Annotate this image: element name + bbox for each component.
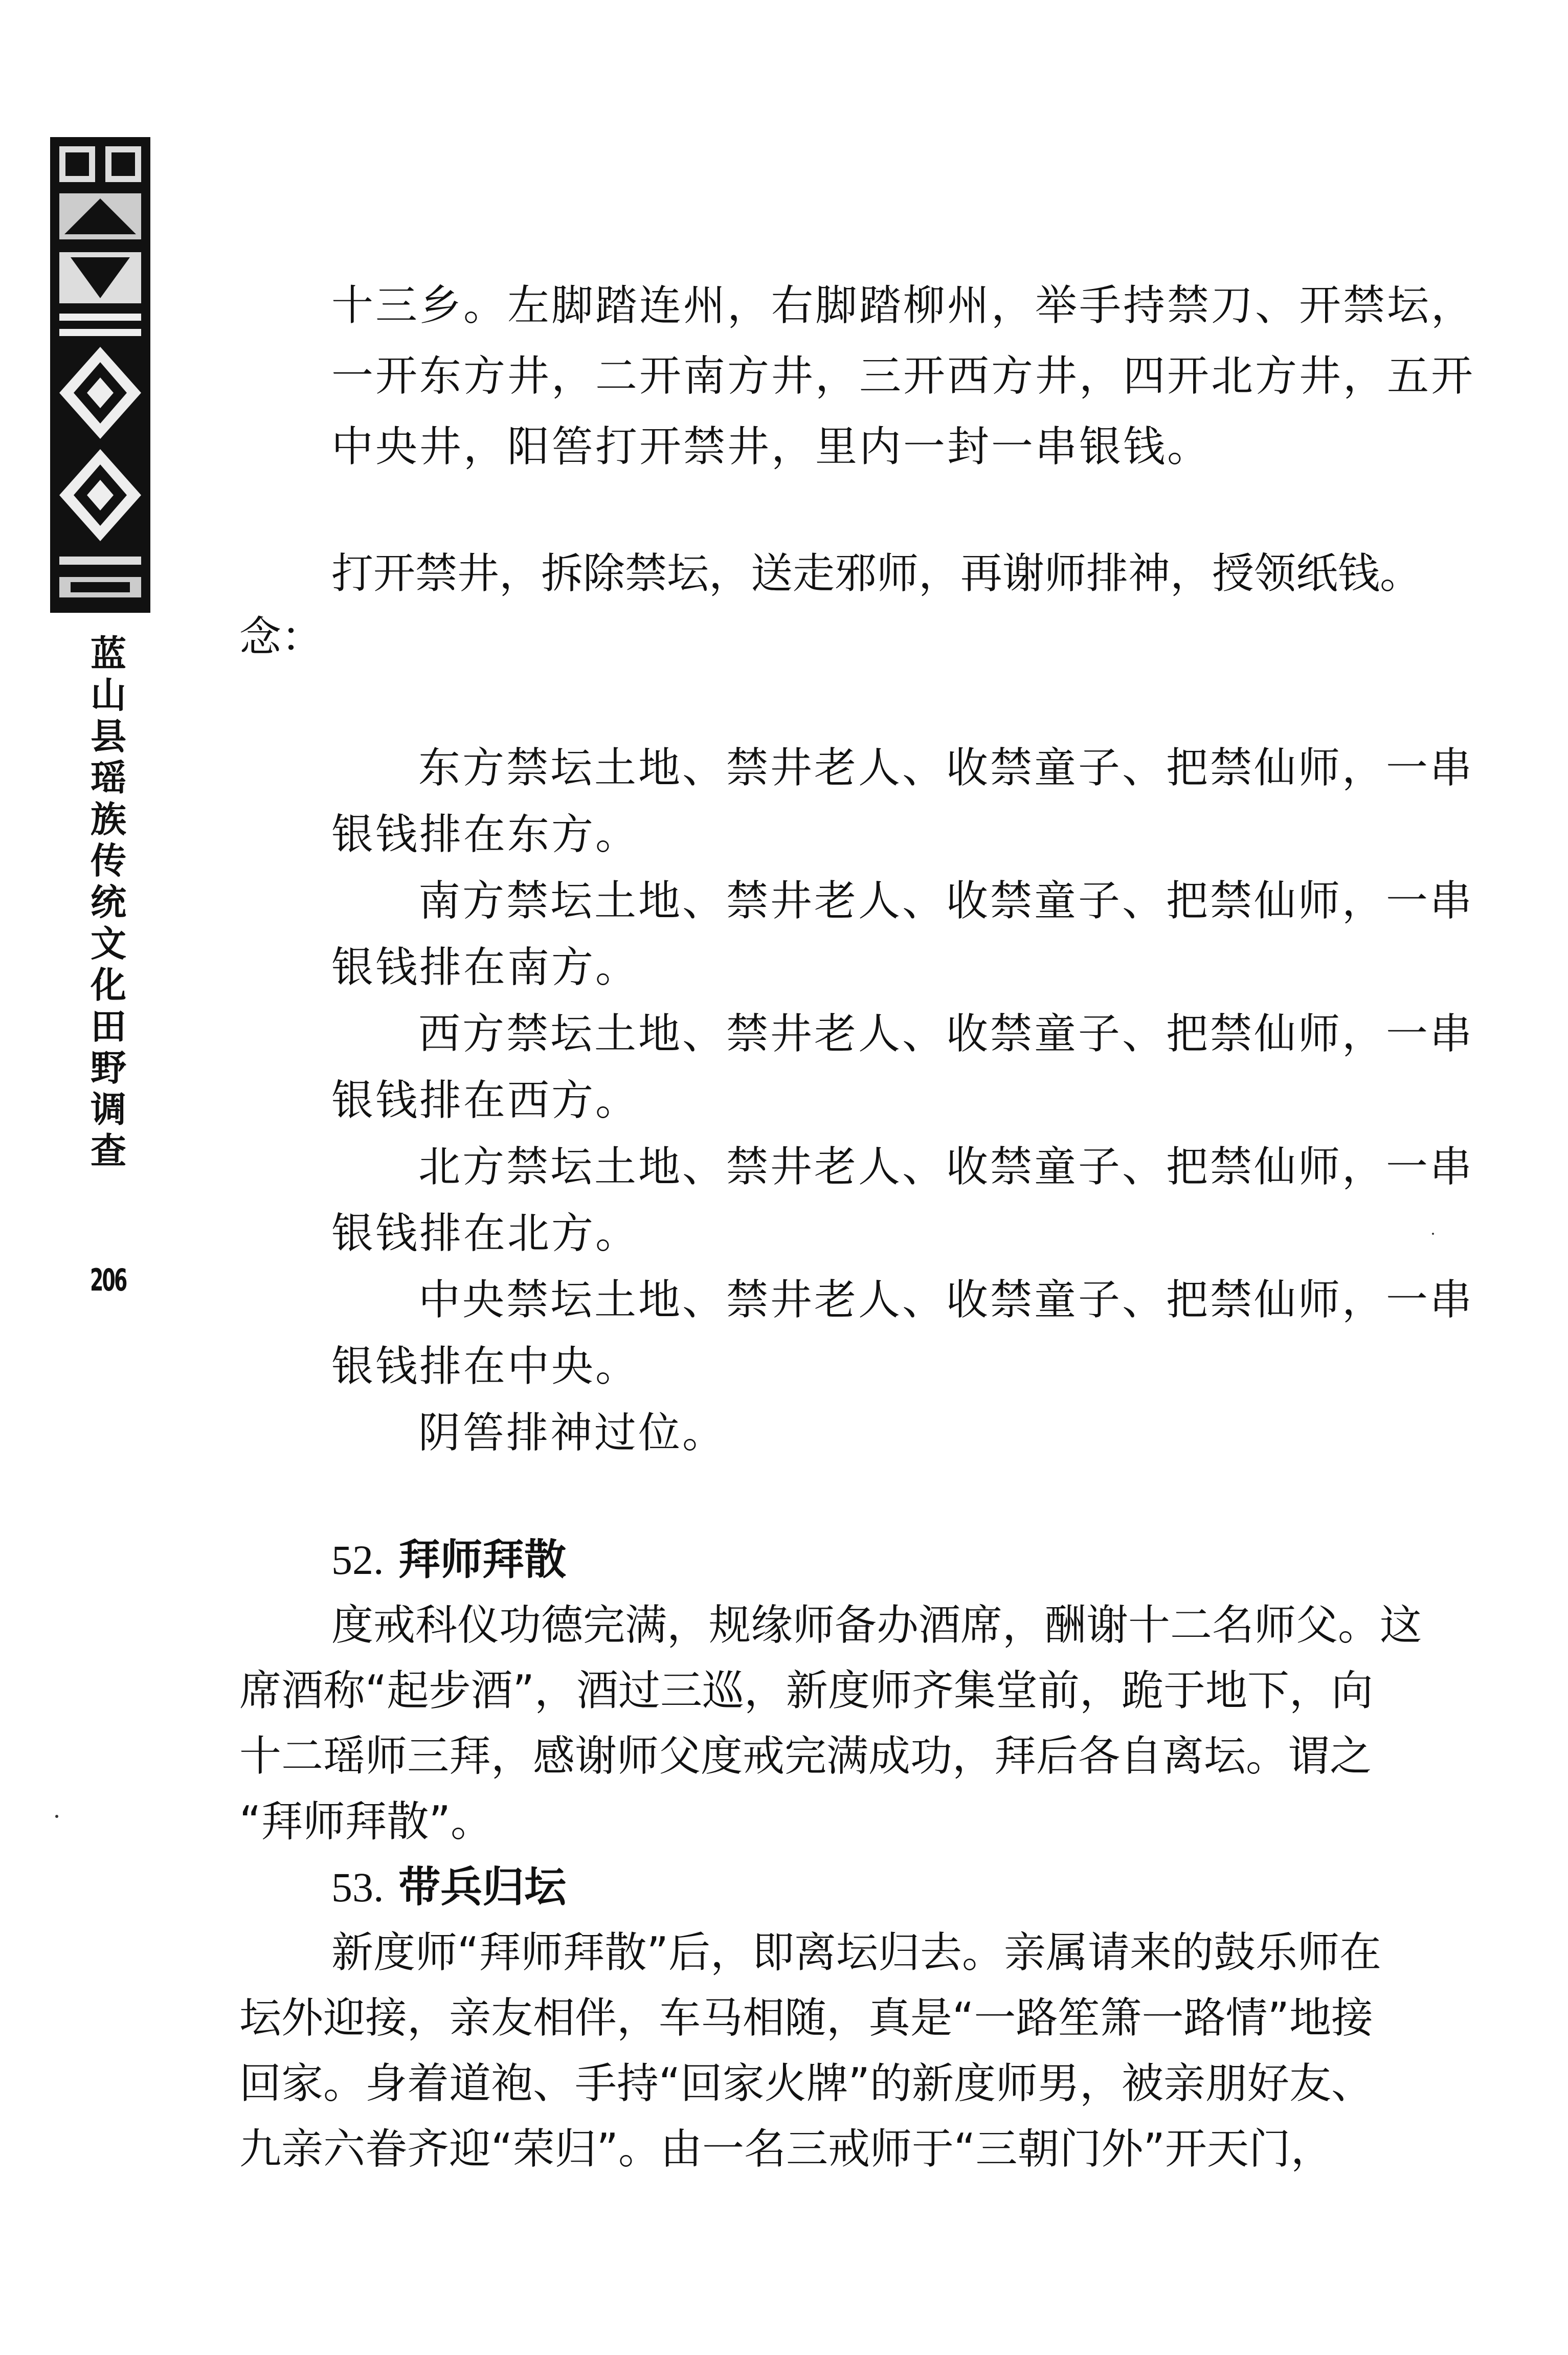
- instruction-line: 念：: [239, 613, 324, 661]
- side-book-title: 蓝山县瑶族传统文化田野调查: [91, 633, 126, 1172]
- paragraph-line: 度戒科仪功德完满，规缘师备办酒席，酬谢十二名师父。这: [331, 1601, 1422, 1650]
- paragraph-line: “拜师拜散”。: [239, 1797, 492, 1846]
- verse-line: 中央井，阳筶打开禁井，里内一封一串银钱。: [331, 423, 1212, 471]
- section-number: 53.: [331, 1864, 384, 1910]
- chant-line: 北方禁坛土地、禁井老人、收禁童子、把禁仙师，一串: [418, 1143, 1474, 1191]
- chant-line: 银钱排在中央。: [331, 1342, 640, 1391]
- chant-line: 中央禁坛土地、禁井老人、收禁童子、把禁仙师，一串: [418, 1276, 1474, 1324]
- section-number: 52.: [331, 1537, 384, 1583]
- paragraph-line: 新度师“拜师拜散”后，即离坛归去。亲属请来的鼓乐师在: [331, 1928, 1381, 1977]
- section-heading-52: [331, 1535, 566, 1586]
- chant-line: 银钱排在北方。: [331, 1209, 640, 1258]
- chant-line: 阴筶排神过位。: [418, 1409, 727, 1457]
- chant-line: 银钱排在南方。: [331, 943, 640, 992]
- chant-line: 西方禁坛土地、禁井老人、收禁童子、把禁仙师，一串: [418, 1010, 1474, 1058]
- page-number: 206: [90, 1262, 126, 1298]
- section-title: 带兵归坛: [398, 1863, 567, 1912]
- print-speck: [55, 1815, 58, 1818]
- chant-line: 南方禁坛土地、禁井老人、收禁童子、把禁仙师，一串: [418, 877, 1474, 925]
- paragraph-line: 十二瑶师三拜，感谢师父度戒完满成功，拜后各自离坛。谓之: [239, 1732, 1372, 1781]
- chant-line: 银钱排在西方。: [331, 1076, 640, 1125]
- paragraph-line: 席酒称“起步酒”，酒过三巡，新度师齐集堂前，跪于地下，向: [239, 1667, 1373, 1715]
- print-speck: [1432, 1233, 1434, 1235]
- chant-line: 东方禁坛土地、禁井老人、收禁童子、把禁仙师，一串: [418, 744, 1474, 792]
- section-title: 拜师拜散: [398, 1536, 567, 1584]
- verse-line: 十三乡。左脚踏连州，右脚踏柳州，举手持禁刀、开禁坛，: [331, 281, 1475, 330]
- margin-ornament: [50, 137, 150, 613]
- ornament-pattern: [50, 137, 150, 613]
- instruction-line: 打开禁井，拆除禁坛，送走邪师，再谢师排神，授领纸钱。: [331, 549, 1422, 598]
- paragraph-line: 九亲六眷齐迎“荣归”。由一名三戒师于“三朝门外”开天门，: [239, 2125, 1333, 2173]
- paragraph-line: 坛外迎接，亲友相伴，车马相随，真是“一路笙箫一路情”地接: [239, 1994, 1373, 2042]
- paragraph-line: 回家。身着道袍、手持“回家火牌”的新度师男，被亲朋好友、: [239, 2059, 1373, 2108]
- chant-line: 银钱排在东方。: [331, 810, 640, 859]
- verse-line: 一开东方井，二开南方井，三开西方井，四开北方井，五开: [331, 352, 1475, 401]
- section-heading-53: [331, 1862, 566, 1913]
